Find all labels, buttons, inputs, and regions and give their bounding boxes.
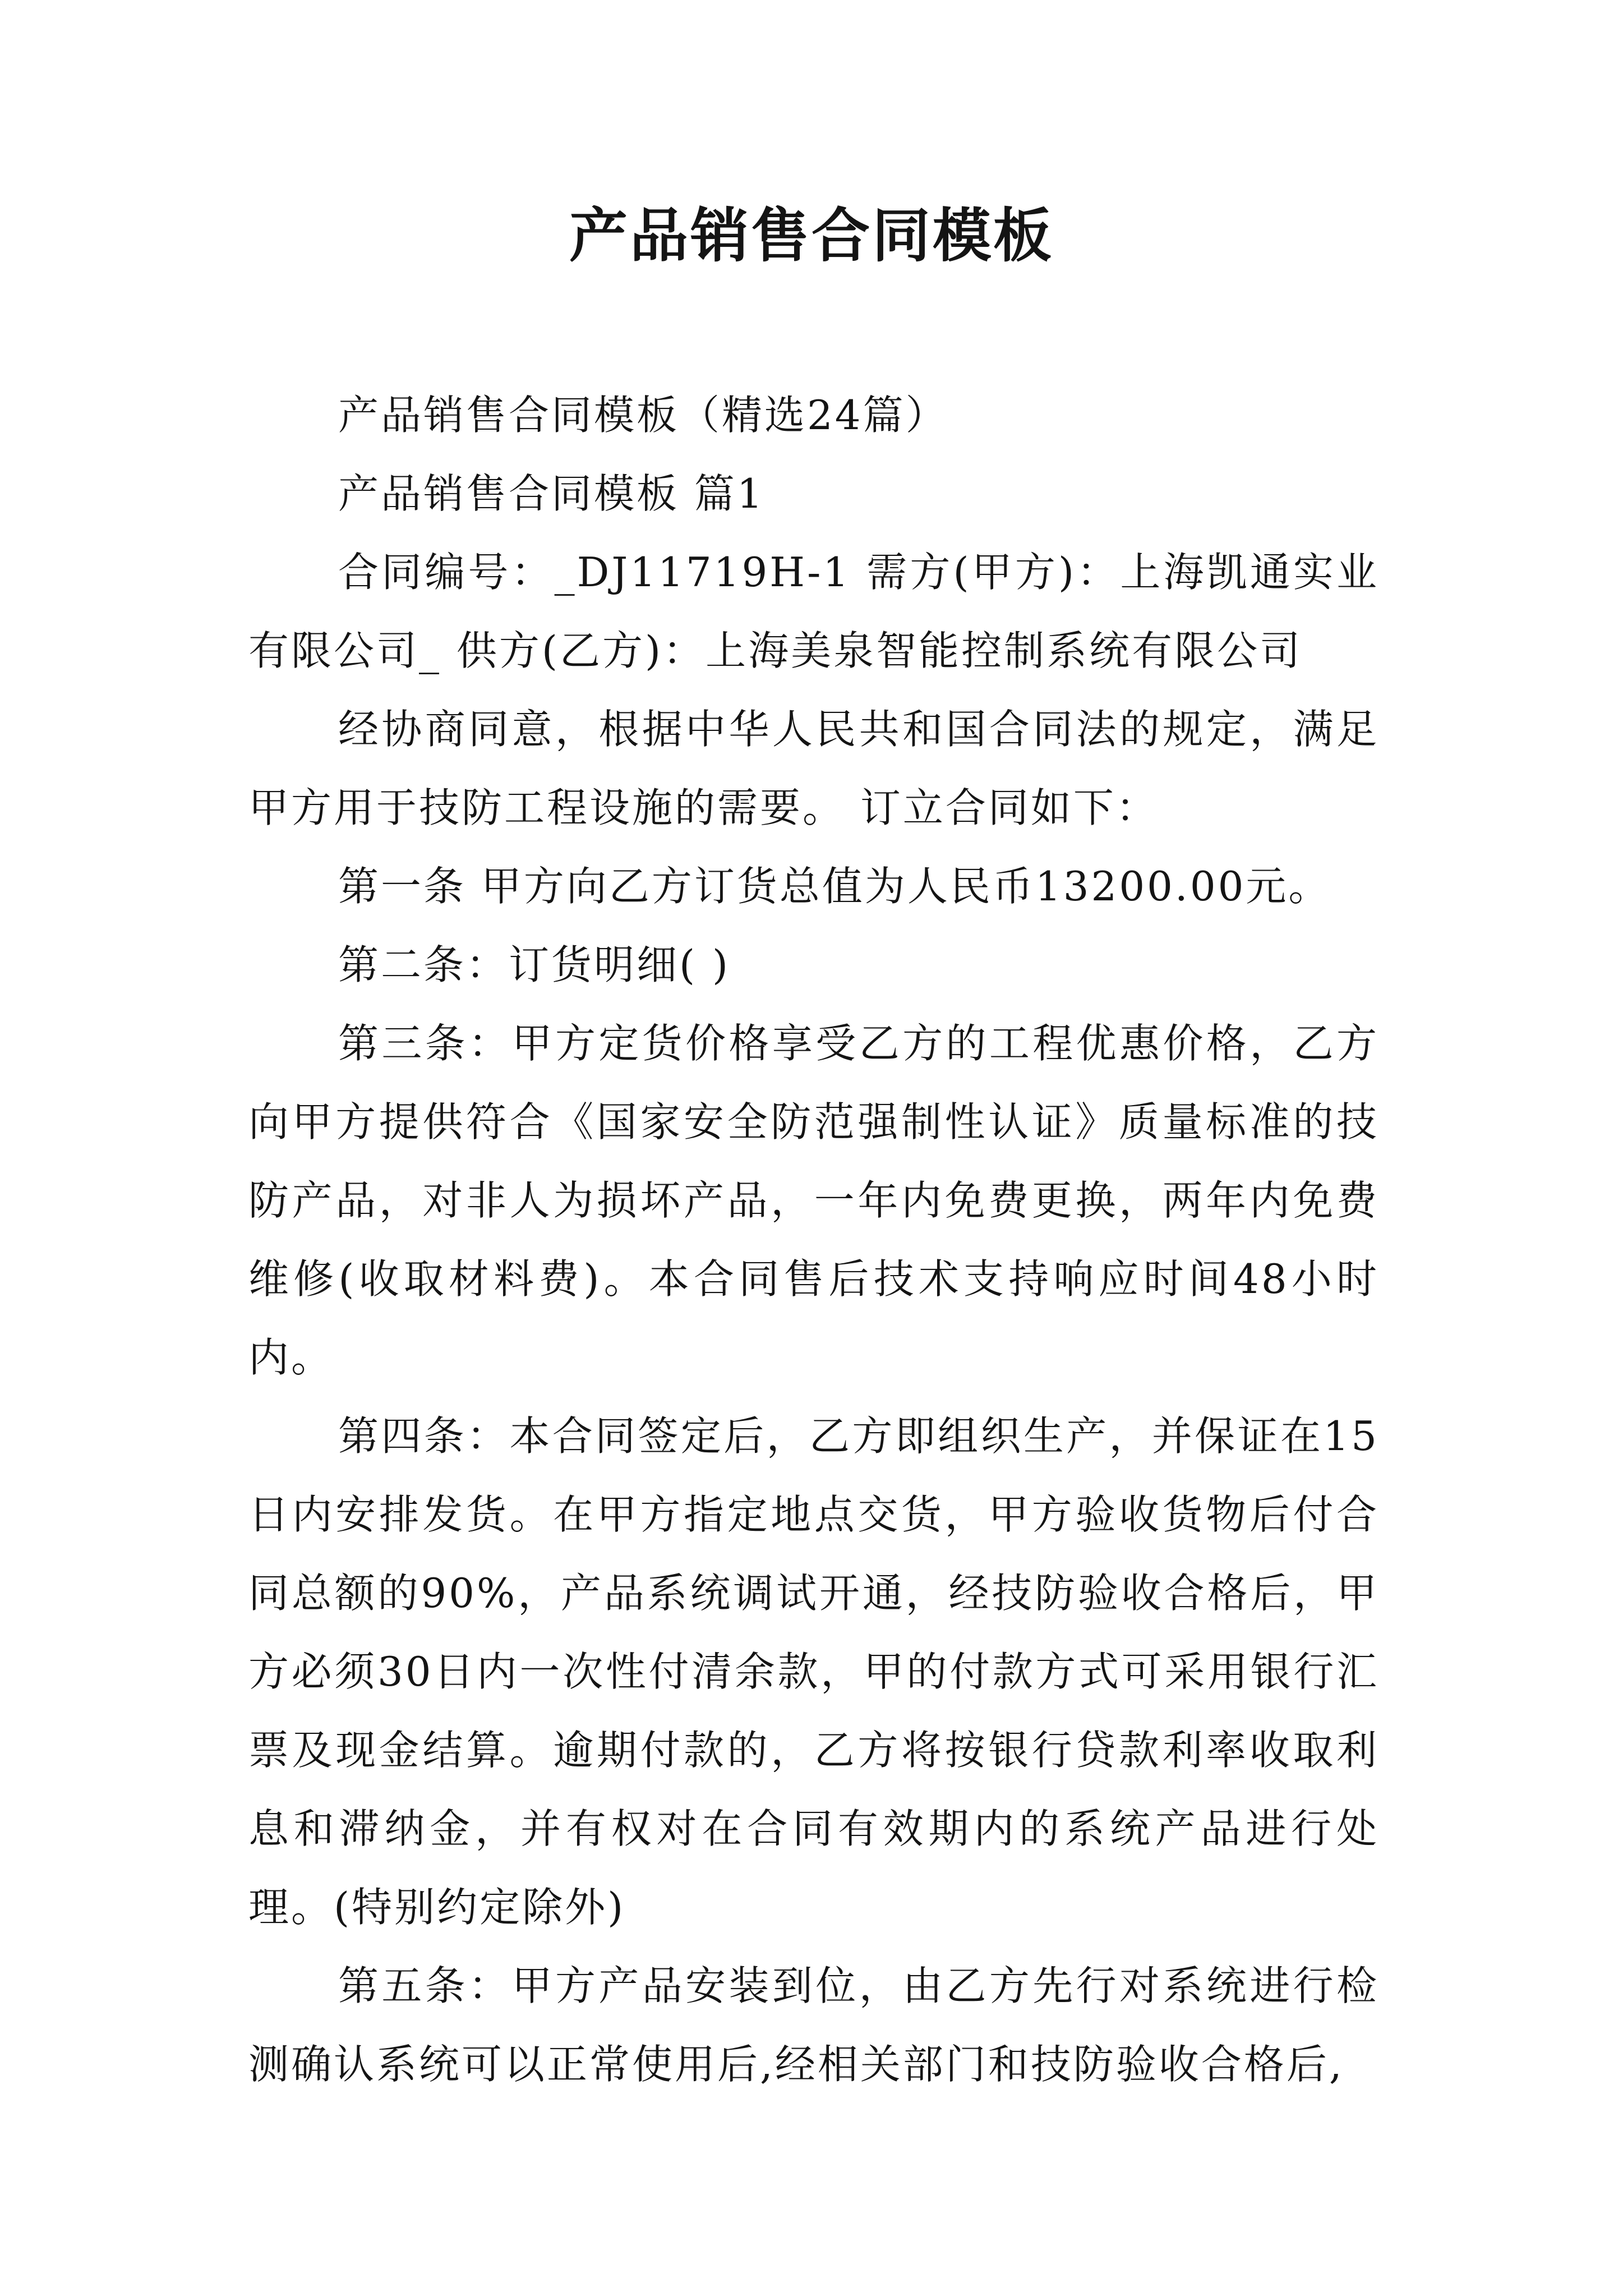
paragraph-article-4: 第四条：本合同签定后，乙方即组织生产，并保证在15日内安排发货。在甲方指定地点交货，甲方验收货物后付合同总额的90%，产品系统调试开通，经技防验收合格后，甲方必须30日内一次性付清余款，甲的付款方式可采用银行汇票及现金结算。逾期付款的，乙方将按银行贷款利率收取利息和滞纳金，并有权对在合同有效期内的系统产品进行处理。(特别约定除外)	[248, 1412, 1379, 1931]
paragraph-article-1: 第一条 甲方向乙方订货总值为人民币13200.00元。	[338, 863, 1331, 910]
document-body	[248, 376, 1379, 2104]
paragraph-subtitle: 产品销售合同模板（精选24篇）	[338, 392, 948, 439]
paragraph-section-heading: 产品销售合同模板 篇1	[338, 470, 765, 517]
document-title: 产品销售合同模板	[569, 201, 1054, 270]
paragraph-preamble: 经协商同意，根据中华人民共和国合同法的规定，满足甲方用于技防工程设施的需要。 订立合同如下：	[248, 706, 1379, 831]
paragraph-contract-parties: 合同编号：_DJ11719H-1 需方(甲方)：上海凯通实业有限公司_ 供方(乙方)：上海美泉智能控制系统有限公司	[248, 549, 1379, 674]
paragraph-article-5: 第五条：甲方产品安装到位，由乙方先行对系统进行检测确认系统可以正常使用后,经相关部门和技防验收合格后,	[248, 1962, 1379, 2088]
paragraph-article-2: 第二条：订货明细( )	[338, 941, 731, 988]
paragraph-article-3: 第三条：甲方定货价格享受乙方的工程优惠价格，乙方向甲方提供符合《国家安全防范强制性认证》质量标准的技防产品，对非人为损坏产品，一年内免费更换，两年内免费维修(收取材料费)。本合同售后技术支持响应时间48小时内。	[248, 1020, 1379, 1381]
